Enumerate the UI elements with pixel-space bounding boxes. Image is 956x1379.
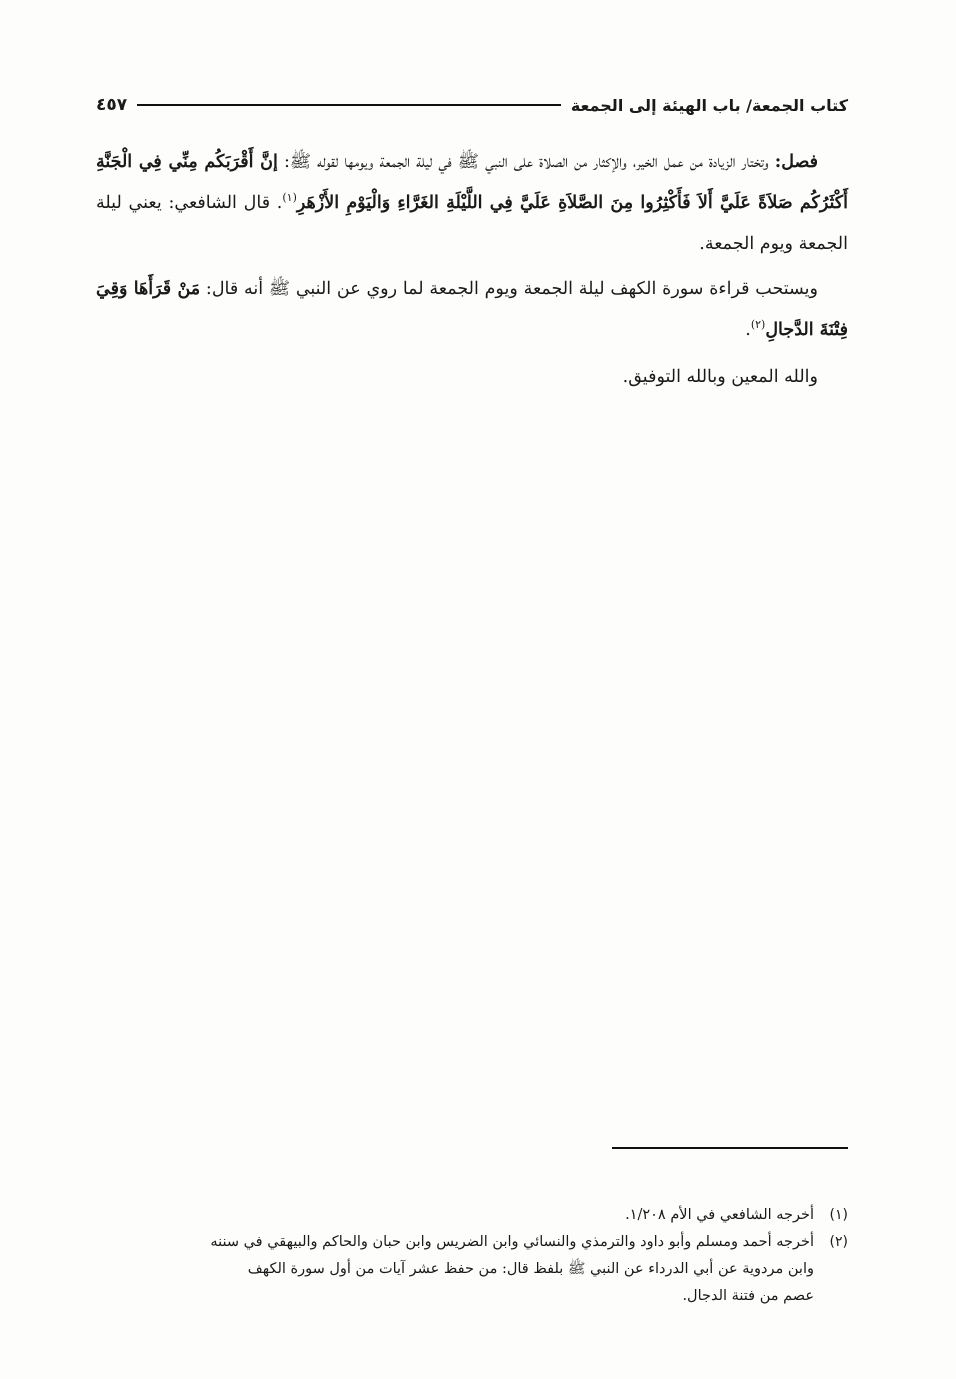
main-text xyxy=(96,142,848,398)
paragraph-text: وتختار الزيادة من عمل الخير، والإكثار من الصلاة على النبي ﷺ في ليلة الجمعة ويومها لقوله ﷺ: xyxy=(277,152,775,172)
footnote-text xyxy=(96,1202,814,1229)
header-rule xyxy=(137,104,561,106)
section-heading: فصل: xyxy=(774,152,818,172)
hadith-quote: مَنْ قَرَأَهَا وَقِيَ فِتْنَةَ الدَّجالِ xyxy=(96,279,848,340)
header-title: كتاب الجمعة/ باب الهيئة إلى الجمعة xyxy=(570,95,848,115)
footnote-marker: (٢) xyxy=(750,318,766,332)
footnote-line: وابن مردوية عن أبي الدرداء عن النبي ﷺ بلفظ قال: من حفظ عشر آيات من أول سورة الكهف xyxy=(247,1261,814,1277)
footnotes xyxy=(96,1202,848,1310)
footnote-marker: (١) xyxy=(282,191,297,205)
paragraph-text: . قال الشافعي: يعني ليلة الجمعة ويوم الجمعة. xyxy=(96,193,848,254)
footnote-line: أخرجه الشافعي في الأم ١/٢٠٨. xyxy=(625,1207,814,1223)
footnote-2 xyxy=(96,1229,848,1310)
footnote-number: (١) xyxy=(829,1207,848,1223)
closing-line: والله المعين وبالله التوفيق. xyxy=(622,367,818,387)
hadith-quote: إنَّ أَقْرَبَكُم مِنِّي فِي الْجَنَّةِ أَكْثَرُكُم صَلاَةً عَلَيَّ أَلاَ فَأَكْثِرُوا مِنَ الصَّلاَةِ عَلَيَّ فِي اللَّيْلَةِ الغَرَّاءِ وَالْيَوْمِ الأَزْهَرِ xyxy=(96,152,849,213)
paragraph-surat-al-kahf xyxy=(96,269,848,351)
footnote-line: عصم من فتنة الدجال. xyxy=(682,1288,814,1304)
paragraph-salah-on-prophet xyxy=(96,142,848,265)
footnote-number: (٢) xyxy=(829,1234,848,1250)
footnote-line: أخرجه أحمد ومسلم وأبو داود والترمذي والنسائي وابن الضريس وابن حبان والحاكم والبيهقي في سننه xyxy=(210,1234,814,1250)
footnote-separator xyxy=(612,1147,848,1149)
page-number: ٤٥٧ xyxy=(96,95,128,115)
running-header xyxy=(96,92,848,118)
paragraph-text: ويستحب قراءة سورة الكهف ليلة الجمعة ويوم الجمعة لما روي عن النبي ﷺ أنه قال: xyxy=(200,279,818,299)
footnote-1 xyxy=(96,1202,848,1229)
paragraph-text: . xyxy=(745,320,751,340)
footnote-text xyxy=(96,1229,814,1310)
